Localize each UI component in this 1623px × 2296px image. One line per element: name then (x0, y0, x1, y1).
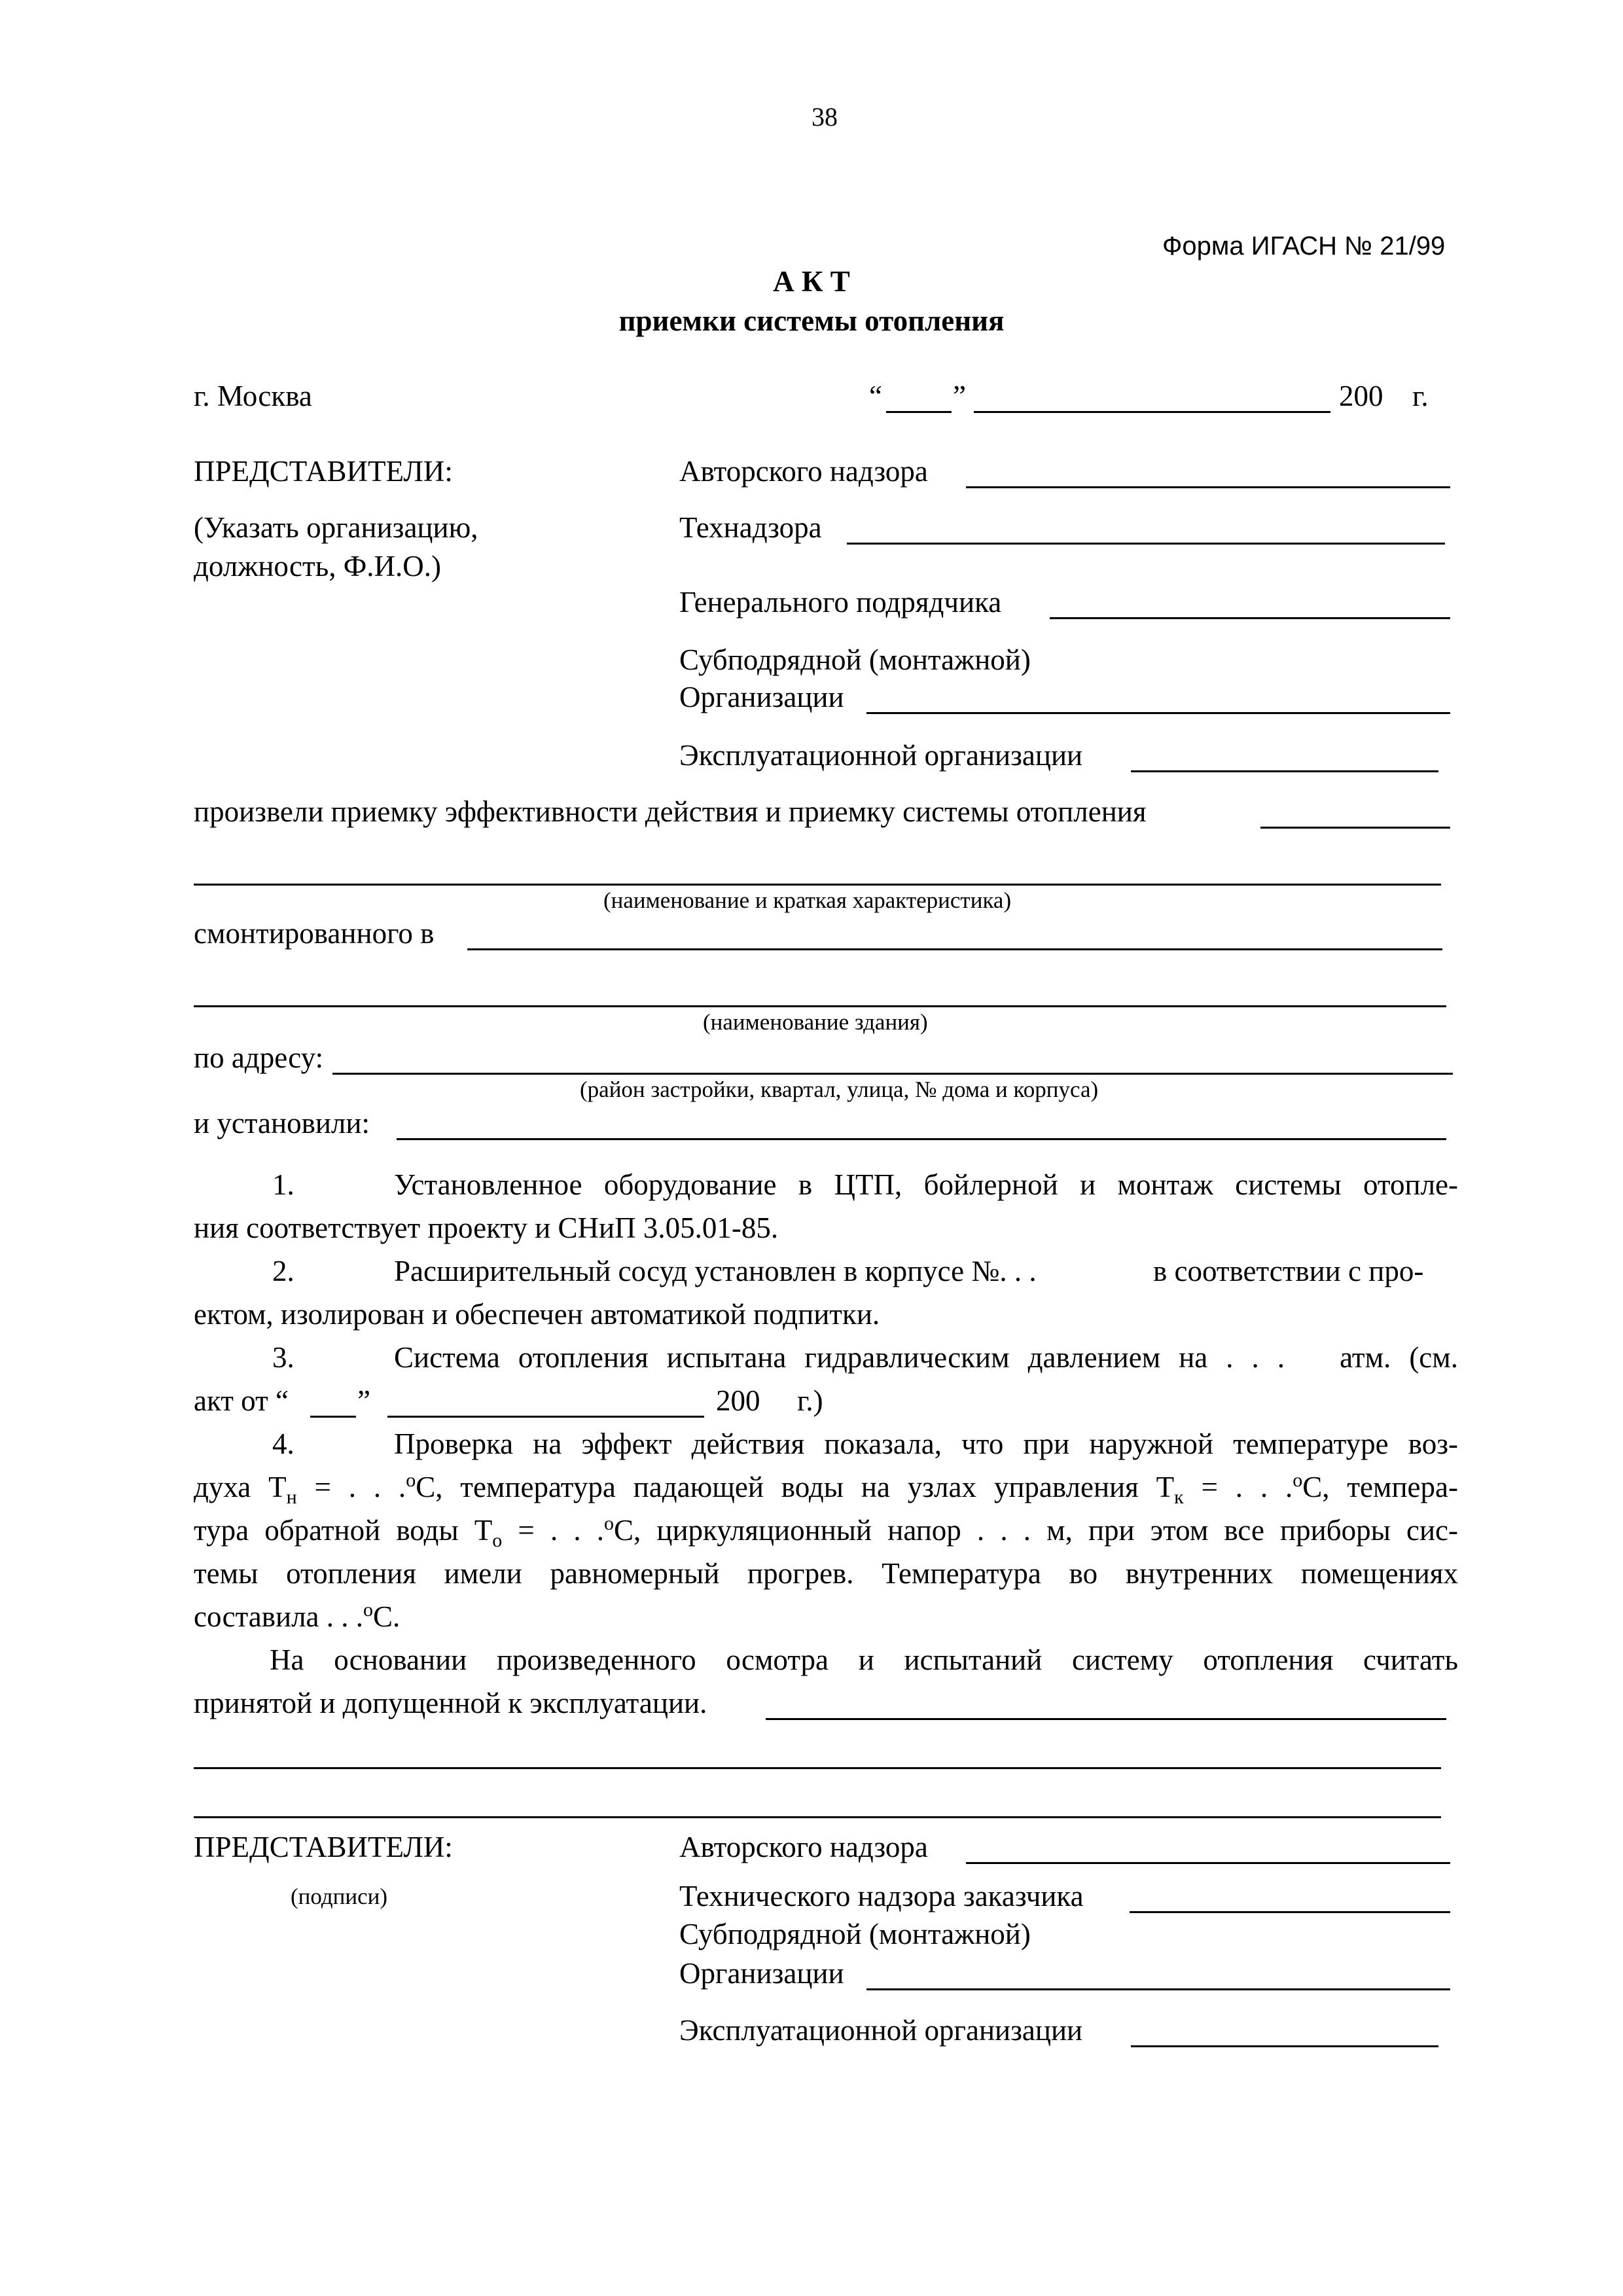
act-day-field[interactable] (310, 1416, 356, 1418)
sign-operating-org-label: Эксплуатационной организации (679, 2014, 1083, 2047)
subcontractor-label-line1: Субподрядной (монтажной) (679, 643, 1031, 676)
item-1-line1: Установленное оборудование в ЦТП, бойлерной и монтаж системы отопле- (394, 1168, 1458, 1201)
date-open-quote: “ (869, 380, 882, 412)
sign-subcontractor-label-line2: Организации (679, 1957, 844, 1990)
established-field[interactable] (397, 1138, 1446, 1140)
document-title: А К Т (773, 265, 850, 298)
sign-author-supervision-label: Авторского надзора (679, 1831, 928, 1863)
item-4-line1: Проверка на эффект действия показала, что при наружной температуре воз- (394, 1427, 1458, 1460)
conclusion-field[interactable] (766, 1718, 1446, 1720)
building-field[interactable] (467, 948, 1442, 950)
system-name-field[interactable] (1260, 827, 1450, 829)
technical-supervision-field[interactable] (847, 543, 1445, 545)
mounted-in-label: смонтированного в (194, 917, 435, 950)
item-3-year-prefix: 200 (716, 1384, 760, 1417)
document-subtitle: приемки системы отопления (618, 304, 1005, 337)
month-field[interactable] (974, 411, 1330, 413)
sign-customer-supervision-field[interactable] (1130, 1911, 1450, 1913)
representatives-note-line2: должность, Ф.И.О.) (194, 550, 441, 583)
established-label: и установили: (194, 1107, 370, 1139)
year-suffix: г. (1412, 380, 1429, 412)
item-3-act-from: акт от “ (194, 1384, 289, 1417)
item-3-line1: Система отопления испытана гидравлическим давлением на . . . атм. (см. (394, 1341, 1458, 1374)
sign-subcontractor-field[interactable] (866, 1988, 1450, 1990)
form-number: Форма ИГАСН № 21/99 (1162, 232, 1446, 260)
item-2-number: 2. (272, 1255, 294, 1287)
item-4-line4: темы отопления имели равномерный прогрев. Температура во внутренних помещениях (194, 1557, 1458, 1590)
general-contractor-label: Генерального подрядчика (679, 586, 1002, 619)
year-prefix: 200 (1339, 380, 1383, 412)
subcontractor-label-line2: Организации (679, 681, 844, 713)
general-contractor-field[interactable] (1050, 617, 1450, 619)
signatures-caption: (подписи) (291, 1884, 388, 1909)
building-field-continued[interactable] (194, 1005, 1446, 1007)
representatives-heading: ПРЕДСТАВИТЕЛИ: (194, 455, 453, 488)
item-1-number: 1. (272, 1168, 294, 1201)
day-field[interactable] (886, 411, 952, 413)
item-2-line1-a: Расширительный сосуд установлен в корпусе №. . . (394, 1255, 1037, 1287)
item-2-line1-b: в соответствии с про- (1153, 1255, 1424, 1287)
item-2-line2: ектом, изолирован и обеспечен автоматикой подпитки. (194, 1298, 880, 1331)
address-field[interactable] (332, 1073, 1453, 1075)
item-4-line2: духа $Т_н$ = . . .$^o$С, температура падающей воды на узлах управления $Т_к$ = . . .$^o$С, темпера- (194, 1469, 1458, 1508)
caption-building: (наименование здания) (703, 1009, 928, 1035)
item-3-close-quote: ” (357, 1384, 370, 1417)
sign-customer-supervision-label: Технического надзора заказчика (679, 1880, 1084, 1912)
act-month-field[interactable] (387, 1416, 704, 1418)
item-4-number: 4. (272, 1427, 294, 1460)
conclusion-field-3[interactable] (194, 1816, 1441, 1818)
acceptance-performed-text: произвели приемку эффективности действия и приемку системы отопления (194, 795, 1147, 828)
representatives-note-line1: (Указать организацию, (194, 511, 478, 544)
address-label: по адресу: (194, 1041, 324, 1074)
item-1-line2: ния соответствует проекту и СНиП 3.05.01-85. (194, 1211, 779, 1244)
subcontractor-field[interactable] (866, 712, 1450, 714)
sign-author-supervision-field[interactable] (966, 1862, 1450, 1864)
item-3-year-suffix: г.) (797, 1384, 823, 1417)
date-close-quote: ” (953, 380, 966, 412)
signatures-heading: ПРЕДСТАВИТЕЛИ: (194, 1831, 453, 1863)
caption-address: (район застройки, квартал, улица, № дома и корпуса) (580, 1077, 1099, 1102)
sign-operating-org-field[interactable] (1131, 2045, 1438, 2047)
city: г. Москва (194, 380, 312, 412)
conclusion-field-2[interactable] (194, 1767, 1441, 1769)
system-characteristics-field[interactable] (194, 884, 1441, 886)
conclusion-line2: принятой и допущенной к эксплуатации. (194, 1687, 707, 1719)
technical-supervision-label: Технадзора (679, 511, 822, 544)
conclusion-line1: На основании произведенного осмотра и испытаний систему отопления считать (270, 1643, 1458, 1676)
operating-org-field[interactable] (1131, 770, 1438, 772)
author-supervision-label: Авторского надзора (679, 455, 928, 488)
item-4-line5: составила . . .$^o$С. (194, 1599, 401, 1633)
operating-org-label: Эксплуатационной организации (679, 739, 1083, 772)
sign-subcontractor-label-line1: Субподрядной (монтажной) (679, 1918, 1031, 1950)
caption-name-characteristics: (наименование и краткая характеристика) (603, 888, 1012, 913)
item-3-number: 3. (272, 1341, 294, 1374)
author-supervision-field[interactable] (966, 486, 1450, 488)
page-number: 38 (812, 102, 838, 132)
item-4-line3: тура обратной воды $Т_о$ = . . .$^o$С, циркуляционный напор . . . м, при этом все приборы сис- (194, 1513, 1459, 1551)
